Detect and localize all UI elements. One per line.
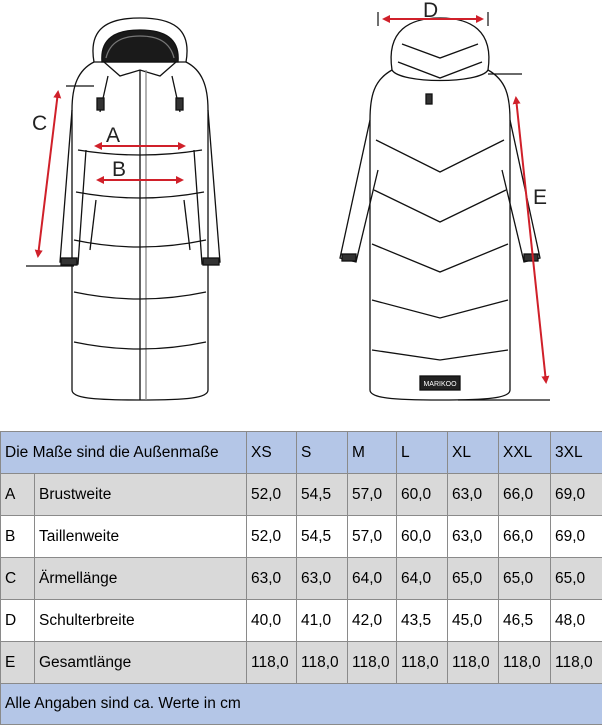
cell-value: 57,0 [348,474,397,516]
row-key: A [1,474,35,516]
table-row [1,516,602,558]
cell-value: 48,0 [551,600,602,642]
table-row [1,642,602,684]
table-row [1,558,602,600]
row-name: Ärmellänge [35,558,247,600]
label-a: A [106,124,120,147]
label-c: C [32,112,47,135]
cell-value: 65,0 [499,558,551,600]
cell-value: 63,0 [247,558,297,600]
header-row [1,432,602,474]
row-name: Taillenweite [35,516,247,558]
size-header: L [397,432,448,474]
cell-value: 60,0 [397,516,448,558]
row-name: Schulterbreite [35,600,247,642]
cell-value: 66,0 [499,474,551,516]
cell-value: 52,0 [247,474,297,516]
size-header: S [297,432,348,474]
cell-value: 63,0 [448,516,499,558]
row-key: B [1,516,35,558]
cell-value: 65,0 [448,558,499,600]
cell-value: 118,0 [551,642,602,684]
cell-value: 40,0 [247,600,297,642]
cell-value: 118,0 [297,642,348,684]
cell-value: 63,0 [297,558,348,600]
size-header: M [348,432,397,474]
back-brand-tag: MARIKOO [423,381,457,388]
cell-value: 60,0 [397,474,448,516]
cell-value: 64,0 [397,558,448,600]
cell-value: 63,0 [448,474,499,516]
cell-value: 54,5 [297,474,348,516]
cell-value: 46,5 [499,600,551,642]
jacket-front-view [60,18,220,400]
arrow-e [516,98,546,382]
cell-value: 54,5 [297,516,348,558]
header-label: Die Maße sind die Außenmaße [1,432,247,474]
cell-value: 42,0 [348,600,397,642]
footer-row [1,684,602,725]
cell-value: 69,0 [551,516,602,558]
cell-value: 118,0 [448,642,499,684]
row-name: Brustweite [35,474,247,516]
label-e: E [533,186,547,209]
cell-value: 45,0 [448,600,499,642]
size-table [0,431,602,725]
size-header: XXL [499,432,551,474]
cell-value: 118,0 [499,642,551,684]
row-name: Gesamtlänge [35,642,247,684]
row-key: D [1,600,35,642]
cell-value: 66,0 [499,516,551,558]
cell-value: 41,0 [297,600,348,642]
label-d: D [423,0,438,22]
cell-value: 69,0 [551,474,602,516]
label-b: B [112,158,126,181]
cell-value: 118,0 [348,642,397,684]
cell-value: 118,0 [397,642,448,684]
cell-value: 57,0 [348,516,397,558]
table-row [1,474,602,516]
cell-value: 118,0 [247,642,297,684]
row-key: C [1,558,35,600]
cell-value: 43,5 [397,600,448,642]
size-header: XL [448,432,499,474]
row-key: E [1,642,35,684]
table-row [1,600,602,642]
jacket-back-view [340,18,540,400]
size-header: XS [247,432,297,474]
cell-value: 52,0 [247,516,297,558]
size-header: 3XL [551,432,602,474]
cell-value: 65,0 [551,558,602,600]
footer-note: Alle Angaben sind ca. Werte in cm [1,684,602,725]
cell-value: 64,0 [348,558,397,600]
